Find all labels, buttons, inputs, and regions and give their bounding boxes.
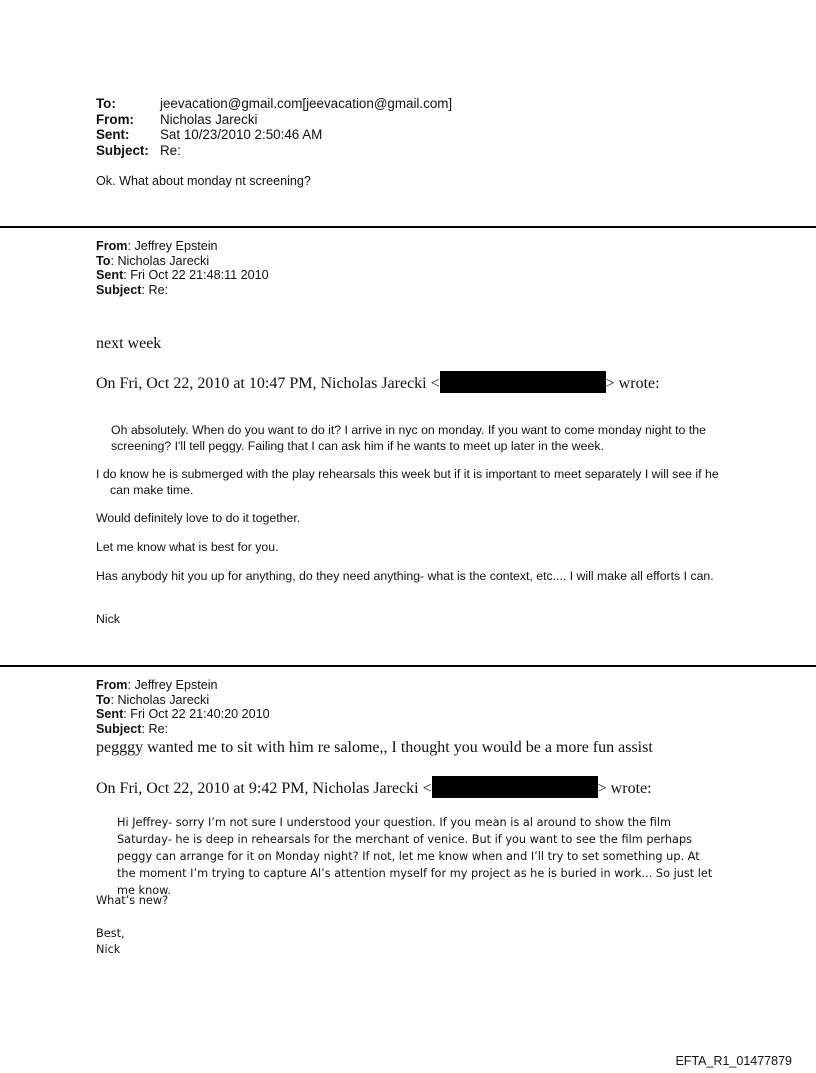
msg1-from: From: Jeffrey Epstein — [96, 239, 218, 253]
msg2-quoted-p2: What’s new? — [96, 894, 169, 907]
msg2-quoted-p1: Hi Jeffrey- sorry I’m not sure I understood your question. If you mean is al around to show the film Saturday- he is deep in rehearsals for the merchant of venice. But if you want to see the film perhaps peggy can arrange for it on Monday night? If not, let me know when and I’ll try to set something up. At the moment I’m trying to capture Al’s attention myself for my project as he is buried in work... So just let me know. — [117, 816, 713, 897]
msg1-quoted-p5: Has anybody hit you up for anything, do they need anything- what is the context, etc.... I will make all efforts I can. — [96, 569, 714, 583]
from-value: Nicholas Jarecki — [160, 111, 258, 127]
msg1-sent: Sent: Fri Oct 22 21:48:11 2010 — [96, 268, 269, 283]
from-label: From: — [96, 111, 134, 127]
msg2-quoted-closing: Best, Nick — [96, 927, 125, 956]
divider-1 — [0, 226, 816, 228]
msg2-body: pegggy wanted me to sit with him re salome,, I thought you would be a more fun assist — [96, 739, 653, 756]
redaction-box — [440, 371, 606, 393]
msg1-body: next week — [96, 335, 162, 352]
msg2-to: To: Nicholas Jarecki — [96, 692, 210, 707]
document-id: EFTA_R1_01477879 — [675, 1054, 792, 1068]
subject-label: Subject: — [96, 142, 149, 158]
msg2-header — [96, 678, 270, 737]
sent-label: Sent: — [96, 127, 130, 142]
msg1-subject: Subject: Re: — [96, 283, 169, 298]
msg1-to: To: Nicholas Jarecki — [96, 253, 210, 268]
msg2-quote-header: On Fri, Oct 22, 2010 at 9:42 PM, Nicholas Jarecki < > wrote: — [96, 776, 652, 799]
msg1-quoted-p3: Would definitely love to do it together. — [96, 511, 301, 525]
msg1-quoted-p2: I do know he is submerged with the play rehearsals this week but if it is important to meet separately I will see if he can make time. — [96, 467, 719, 497]
msg1-quoted-p1: Oh absolutely. When do you want to do it? I arrive in nyc on monday. If you want to come monday night to the screening? I'll tell peggy. Failing that I can ask him if he wants to meet up later in the week. — [111, 423, 706, 453]
subject-value: Re: — [160, 142, 181, 158]
to-value: jeevacation@gmail.com[jeevacation@gmail.com] — [160, 96, 453, 111]
msg2-sent: Sent: Fri Oct 22 21:40:20 2010 — [96, 707, 270, 722]
msg2-subject: Subject: Re: — [96, 722, 169, 737]
msg2-from: From: Jeffrey Epstein — [96, 678, 218, 692]
msg1-header — [96, 239, 269, 298]
email-header — [96, 96, 452, 158]
divider-2 — [0, 665, 816, 667]
redaction-box — [432, 776, 598, 798]
msg1-quote-header: On Fri, Oct 22, 2010 at 10:47 PM, Nicholas Jarecki < > wrote: — [96, 371, 660, 394]
msg1-quoted-signature: Nick — [96, 612, 120, 626]
msg1-quoted-p4: Let me know what is best for you. — [96, 540, 279, 554]
to-label: To: — [96, 96, 116, 111]
sent-value: Sat 10/23/2010 2:50:46 AM — [160, 127, 323, 142]
top-message-body: Ok. What about monday nt screening? — [96, 174, 311, 188]
